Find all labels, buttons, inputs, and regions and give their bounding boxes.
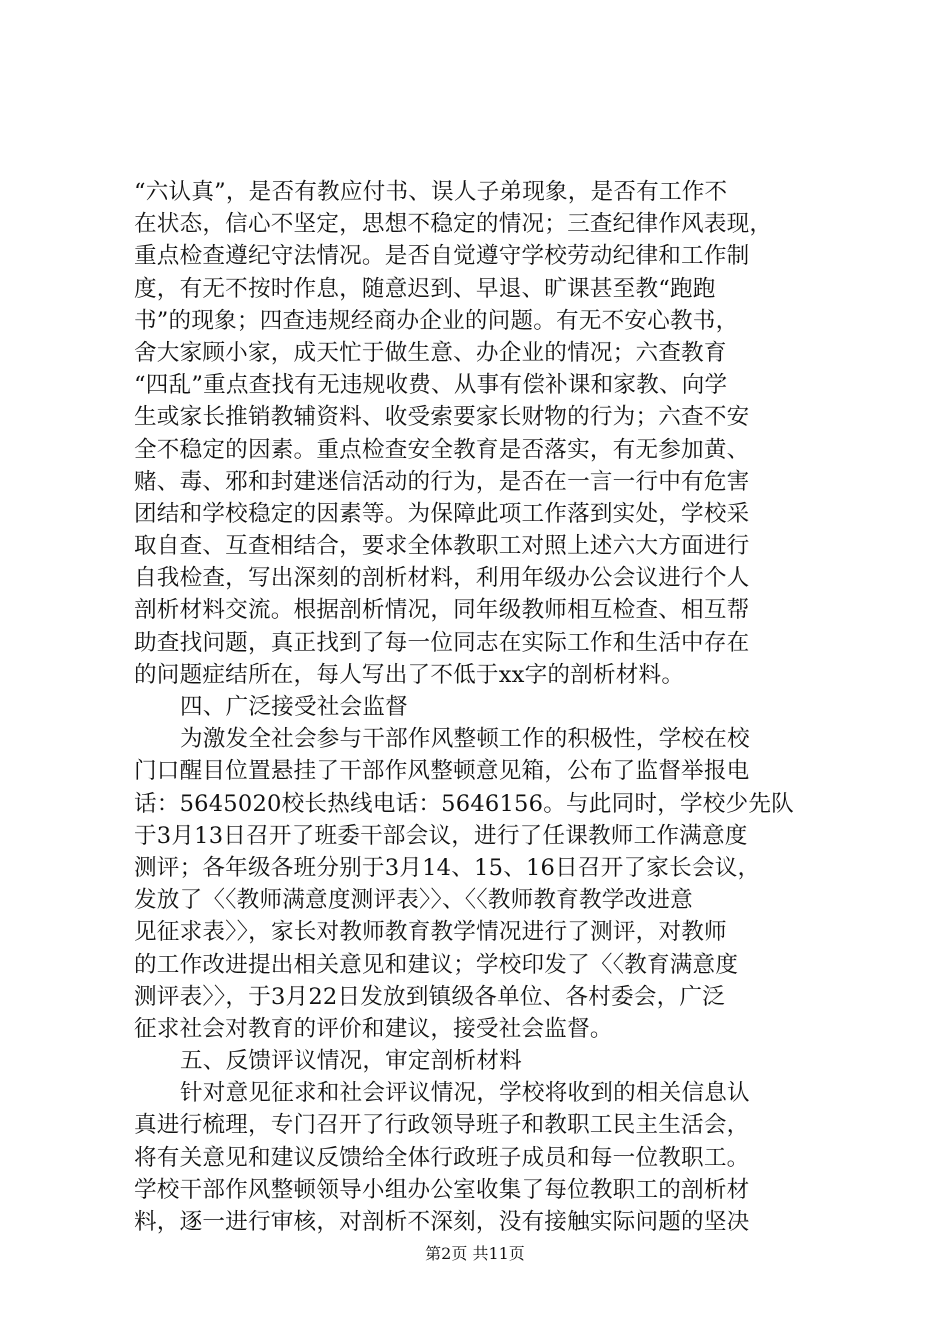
text-line: 度，有无不按时作息，随意迟到、早退、旷课甚至教“跑跑	[134, 275, 716, 302]
text-line: 征求社会对教育的评价和建议，接受社会监督。	[134, 1015, 613, 1042]
text-line: 门口醒目位置悬挂了干部作风整顿意见箱，公布了监督举报电	[134, 758, 750, 785]
text-line: 发放了〈〈教师满意度测评表〉〉、〈〈教师教育教学改进意	[134, 887, 693, 914]
text-line: “六认真”，是否有教应付书、误人子弟现象，是否有工作不	[134, 179, 728, 205]
text-line: 书”的现象；四查违规经商办企业的问题。有无不安心教书，	[134, 307, 739, 334]
text-line: 测评；各年级各班分别于3月14、15、16日召开了家长会议，	[134, 854, 761, 881]
text-line: 舍大家顾小家，成天忙于做生意、办企业的情况；六查教育	[134, 339, 727, 366]
text-line: 自我检查，写出深刻的剖析材料，利用年级办公会议进行个人	[134, 565, 750, 592]
page-number-footer: 第2页 共11页	[425, 1244, 525, 1263]
text-line: 生或家长推销教辅资料、收受索要家长财物的行为；六查不安	[134, 404, 750, 431]
text-line: 将有关意见和建议反馈给全体行政班子成员和每一位教职工。	[134, 1144, 750, 1171]
text-line: 四、广泛接受社会监督	[180, 694, 408, 720]
text-line: 的工作改进提出相关意见和建议；学校印发了〈〈教育满意度	[134, 951, 739, 978]
text-line: 料，逐一进行审核，对剖析不深刻，没有接触实际问题的坚决	[134, 1209, 750, 1235]
text-line: 见征求表〉〉，家长对教师教育教学情况进行了测评，对教师	[134, 919, 727, 946]
text-line: 全不稳定的因素。重点检查安全教育是否落实，有无参加黄、	[134, 436, 750, 463]
text-line: 团结和学校稳定的因素等。为保障此项工作落到实处，学校采	[134, 500, 750, 527]
text-line: 测评表〉〉，于3月22日发放到镇级各单位、各村委会，广泛	[134, 983, 725, 1010]
text-line: 赌、毒、邪和封建迷信活动的行为，是否在一言一行中有危害	[134, 468, 750, 495]
text-line: 真进行梳理，专门召开了行政领导班子和教职工民主生活会，	[134, 1112, 750, 1139]
text-line: 五、反馈评议情况，审定剖析材料	[180, 1048, 522, 1075]
text-line: 话：5645020校长热线电话：5646156。与此同时，学校少先队	[134, 790, 794, 817]
text-line: 针对意见征求和社会评议情况，学校将收到的相关信息认	[180, 1080, 750, 1107]
text-line: 学校干部作风整顿领导小组办公室收集了每位教职工的剖析材	[134, 1176, 750, 1203]
text-line: 在状态，信心不坚定，思想不稳定的情况；三查纪律作风表现，	[134, 211, 773, 238]
text-line: 助查找问题，真正找到了每一位同志在实际工作和生活中存在	[134, 629, 750, 656]
text-line: 的问题症结所在，每人写出了不低于xx字的剖析材料。	[134, 661, 685, 688]
document-body	[134, 176, 834, 1238]
text-line: 剖析材料交流。根据剖析情况，同年级教师相互检查、相互帮	[134, 597, 750, 624]
text-line: 取自查、互查相结合，要求全体教职工对照上述六大方面进行	[134, 533, 750, 560]
text-line: 于3月13日召开了班委干部会议，进行了任课教师工作满意度	[134, 822, 748, 849]
text-line: 重点检查遵纪守法情况。是否自觉遵守学校劳动纪律和工作制	[134, 243, 750, 270]
text-line: “四乱”重点查找有无违规收费、从事有偿补课和家教、向学	[134, 372, 728, 399]
text-line: 为激发全社会参与干部作风整顿工作的积极性，学校在校	[180, 726, 750, 753]
